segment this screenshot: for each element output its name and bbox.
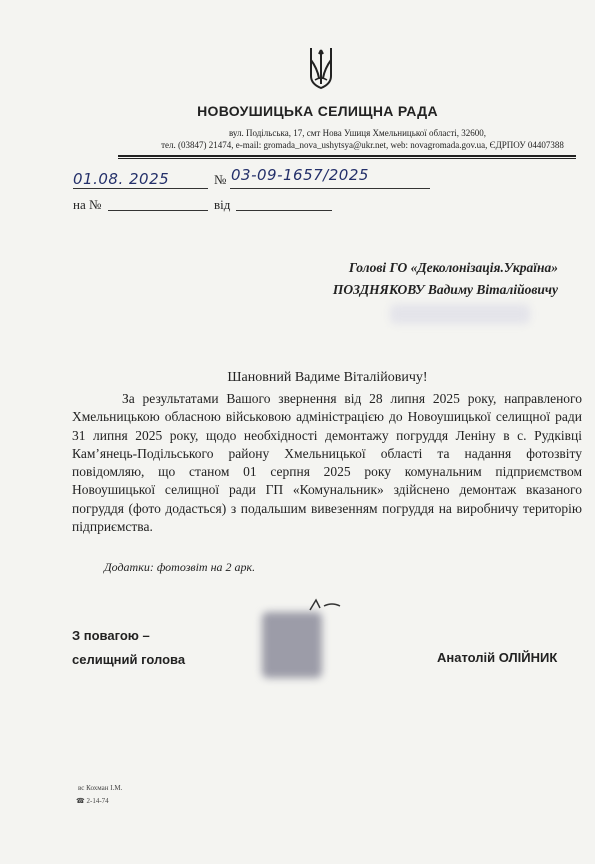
from-label: від (214, 197, 231, 212)
phone-icon: ☎ (76, 797, 85, 805)
redacted-signature (262, 612, 322, 678)
signatory-name: Анатолій ОЛІЙНИК (437, 650, 558, 665)
signatory-title: селищний голова (72, 652, 186, 667)
closing-regards: З повагою – (72, 628, 150, 643)
date-underline (73, 188, 208, 189)
recipient-org: Голові ГО «Деколонізація.Україна» (348, 260, 558, 275)
from-line (236, 210, 332, 211)
phone-note (76, 797, 109, 805)
recipient-name: ПОЗДНЯКОВУ Вадиму Віталійовичу (332, 282, 558, 297)
registration-date: 01.08. 2025 (73, 170, 170, 188)
coat-of-arms-icon (308, 46, 334, 92)
number-sign: № (214, 172, 227, 187)
number-underline (230, 188, 430, 189)
redacted-area (390, 304, 530, 324)
executor-phone: 2-14-74 (86, 797, 109, 805)
on-number-line (108, 210, 208, 211)
on-number-label: на № (73, 197, 102, 212)
header-rule (118, 155, 576, 157)
signature-stroke (306, 596, 346, 614)
council-name: НОВОУШИЦЬКА СЕЛИЩНА РАДА (197, 103, 438, 119)
header-rule-thin (118, 158, 576, 159)
letter-body (72, 390, 582, 536)
contacts-line: тел. (03847) 21474, e-mail: gromada_nova_ushytsya@ukr.net, web: novagromada.gov.ua, ЄДРПОУ 04407388 (161, 140, 564, 150)
executor-note: вс Кохман І.М. (78, 784, 123, 792)
attachments-note: Додатки: фотозвіт на 2 арк. (104, 560, 256, 574)
body-paragraph: За результатами Вашого звернення від 28 липня 2025 року, направленого Хмельницькою обласною військовою адміністрацією до Новоушицької селищної ради 31 липня 2025 року, щодо необхідності демонтажу погруддя Леніну в с. Рудківці Кам’янець-Подільського району Хмельницької області та надання фотозвіту повідомляю, що станом 01 серпня 2025 року комунальним підприємством Новоушицької селищної ради ГП «Комунальник» здійснено демонтаж вказаного погруддя (фото додасться) з подальшим вивезенням погруддя на виробничу територію підприємства. (72, 391, 582, 535)
registration-number: 03-09-1657/2025 (231, 166, 369, 184)
salutation: Шановний Вадиме Віталійовичу! (227, 370, 428, 385)
address-line: вул. Подільська, 17, смт Нова Ушиця Хмельницької області, 32600, (228, 128, 487, 138)
